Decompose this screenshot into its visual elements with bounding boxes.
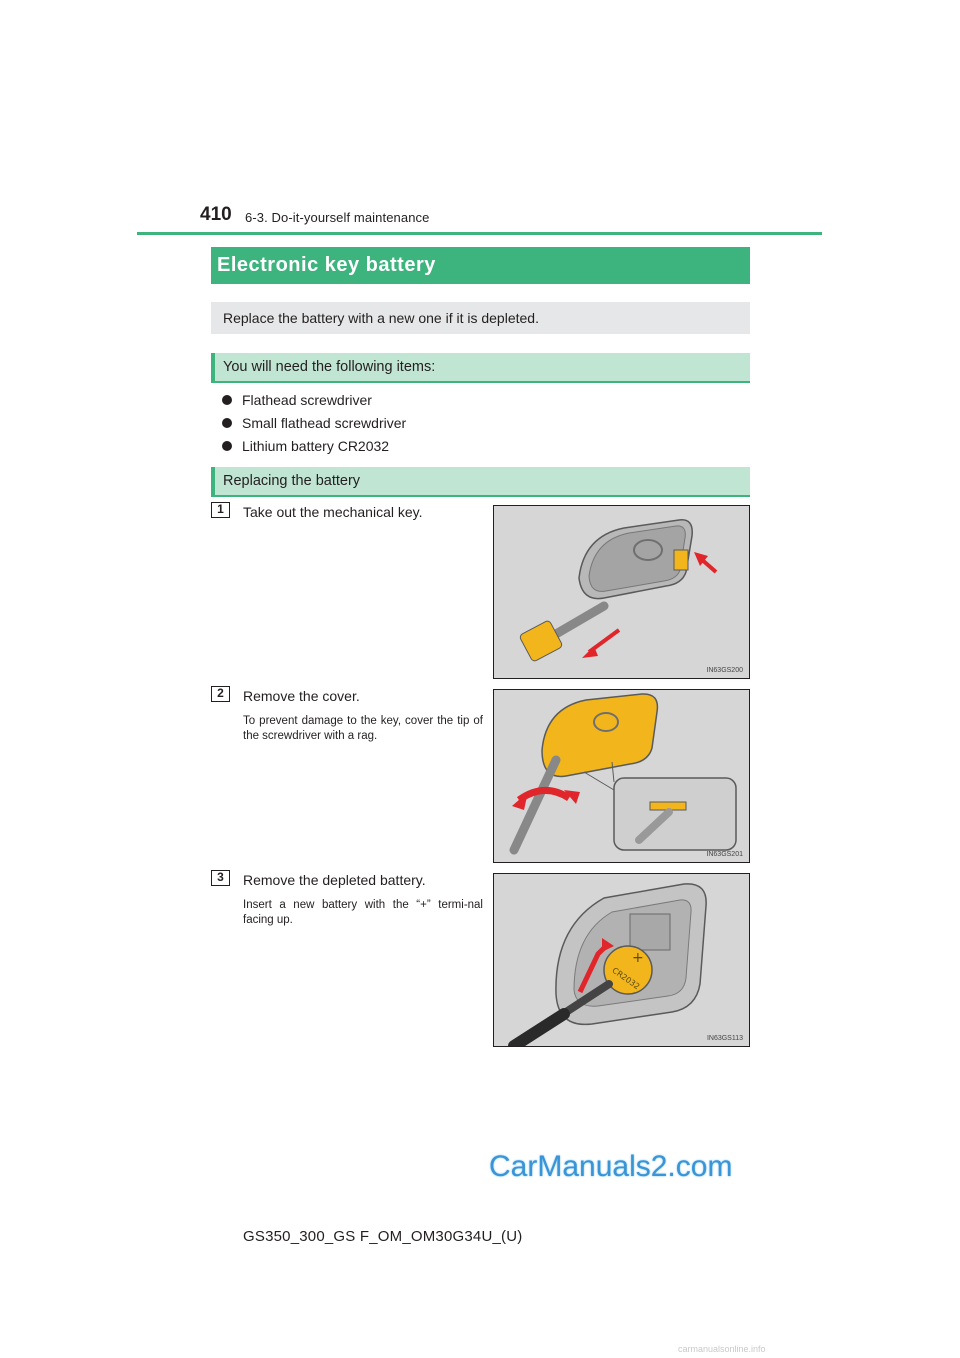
list-item: Lithium battery CR2032 <box>222 434 406 457</box>
step-text: Remove the cover. <box>243 688 360 704</box>
cover-removal-illustration <box>494 690 750 863</box>
figure-code: IN63GS201 <box>706 851 743 858</box>
bullet-icon <box>222 395 232 405</box>
key-removal-illustration <box>494 506 750 679</box>
figure-code: IN63GS200 <box>706 667 743 674</box>
figure-battery-replacement <box>493 873 750 1047</box>
step-number: 2 <box>211 686 230 702</box>
section-label: 6-3. Do-it-yourself maintenance <box>245 210 430 225</box>
bullet-icon <box>222 418 232 428</box>
figure-code: IN63GS113 <box>706 1035 743 1042</box>
step-note: To prevent damage to the key, cover the tip of the screwdriver with a rag. <box>243 715 483 742</box>
list-item: Small flathead screwdriver <box>222 411 406 434</box>
watermark-logo: CarManuals2.com <box>489 1150 733 1183</box>
replace-heading: Replacing the battery <box>211 467 750 497</box>
battery-model-label: CR2032 <box>610 965 642 992</box>
page-title: Electronic key battery <box>211 247 750 284</box>
header-rule <box>137 232 822 235</box>
step-text: Take out the mechanical key. <box>243 504 423 520</box>
battery-plus-label: + <box>632 950 644 966</box>
step-note: Insert a new battery with the “+” termi-nal facing up. <box>243 899 483 926</box>
items-heading: You will need the following items: <box>211 353 750 383</box>
items-list <box>222 388 406 457</box>
step-number: 1 <box>211 502 230 518</box>
list-item: Flathead screwdriver <box>222 388 406 411</box>
figure-key-removal <box>493 505 750 679</box>
figure-cover-removal <box>493 689 750 863</box>
step-text: Remove the depleted battery. <box>243 872 426 888</box>
intro-text: Replace the battery with a new one if it is depleted. <box>211 302 750 334</box>
document-code: GS350_300_GS F_OM_OM30G34U_(U) <box>243 1228 523 1245</box>
step-number: 3 <box>211 870 230 886</box>
battery-replacement-illustration <box>494 874 750 1047</box>
bullet-icon <box>222 441 232 451</box>
page-number: 410 <box>200 204 232 225</box>
watermark-credit: carmanualsonline.info <box>678 1344 766 1354</box>
